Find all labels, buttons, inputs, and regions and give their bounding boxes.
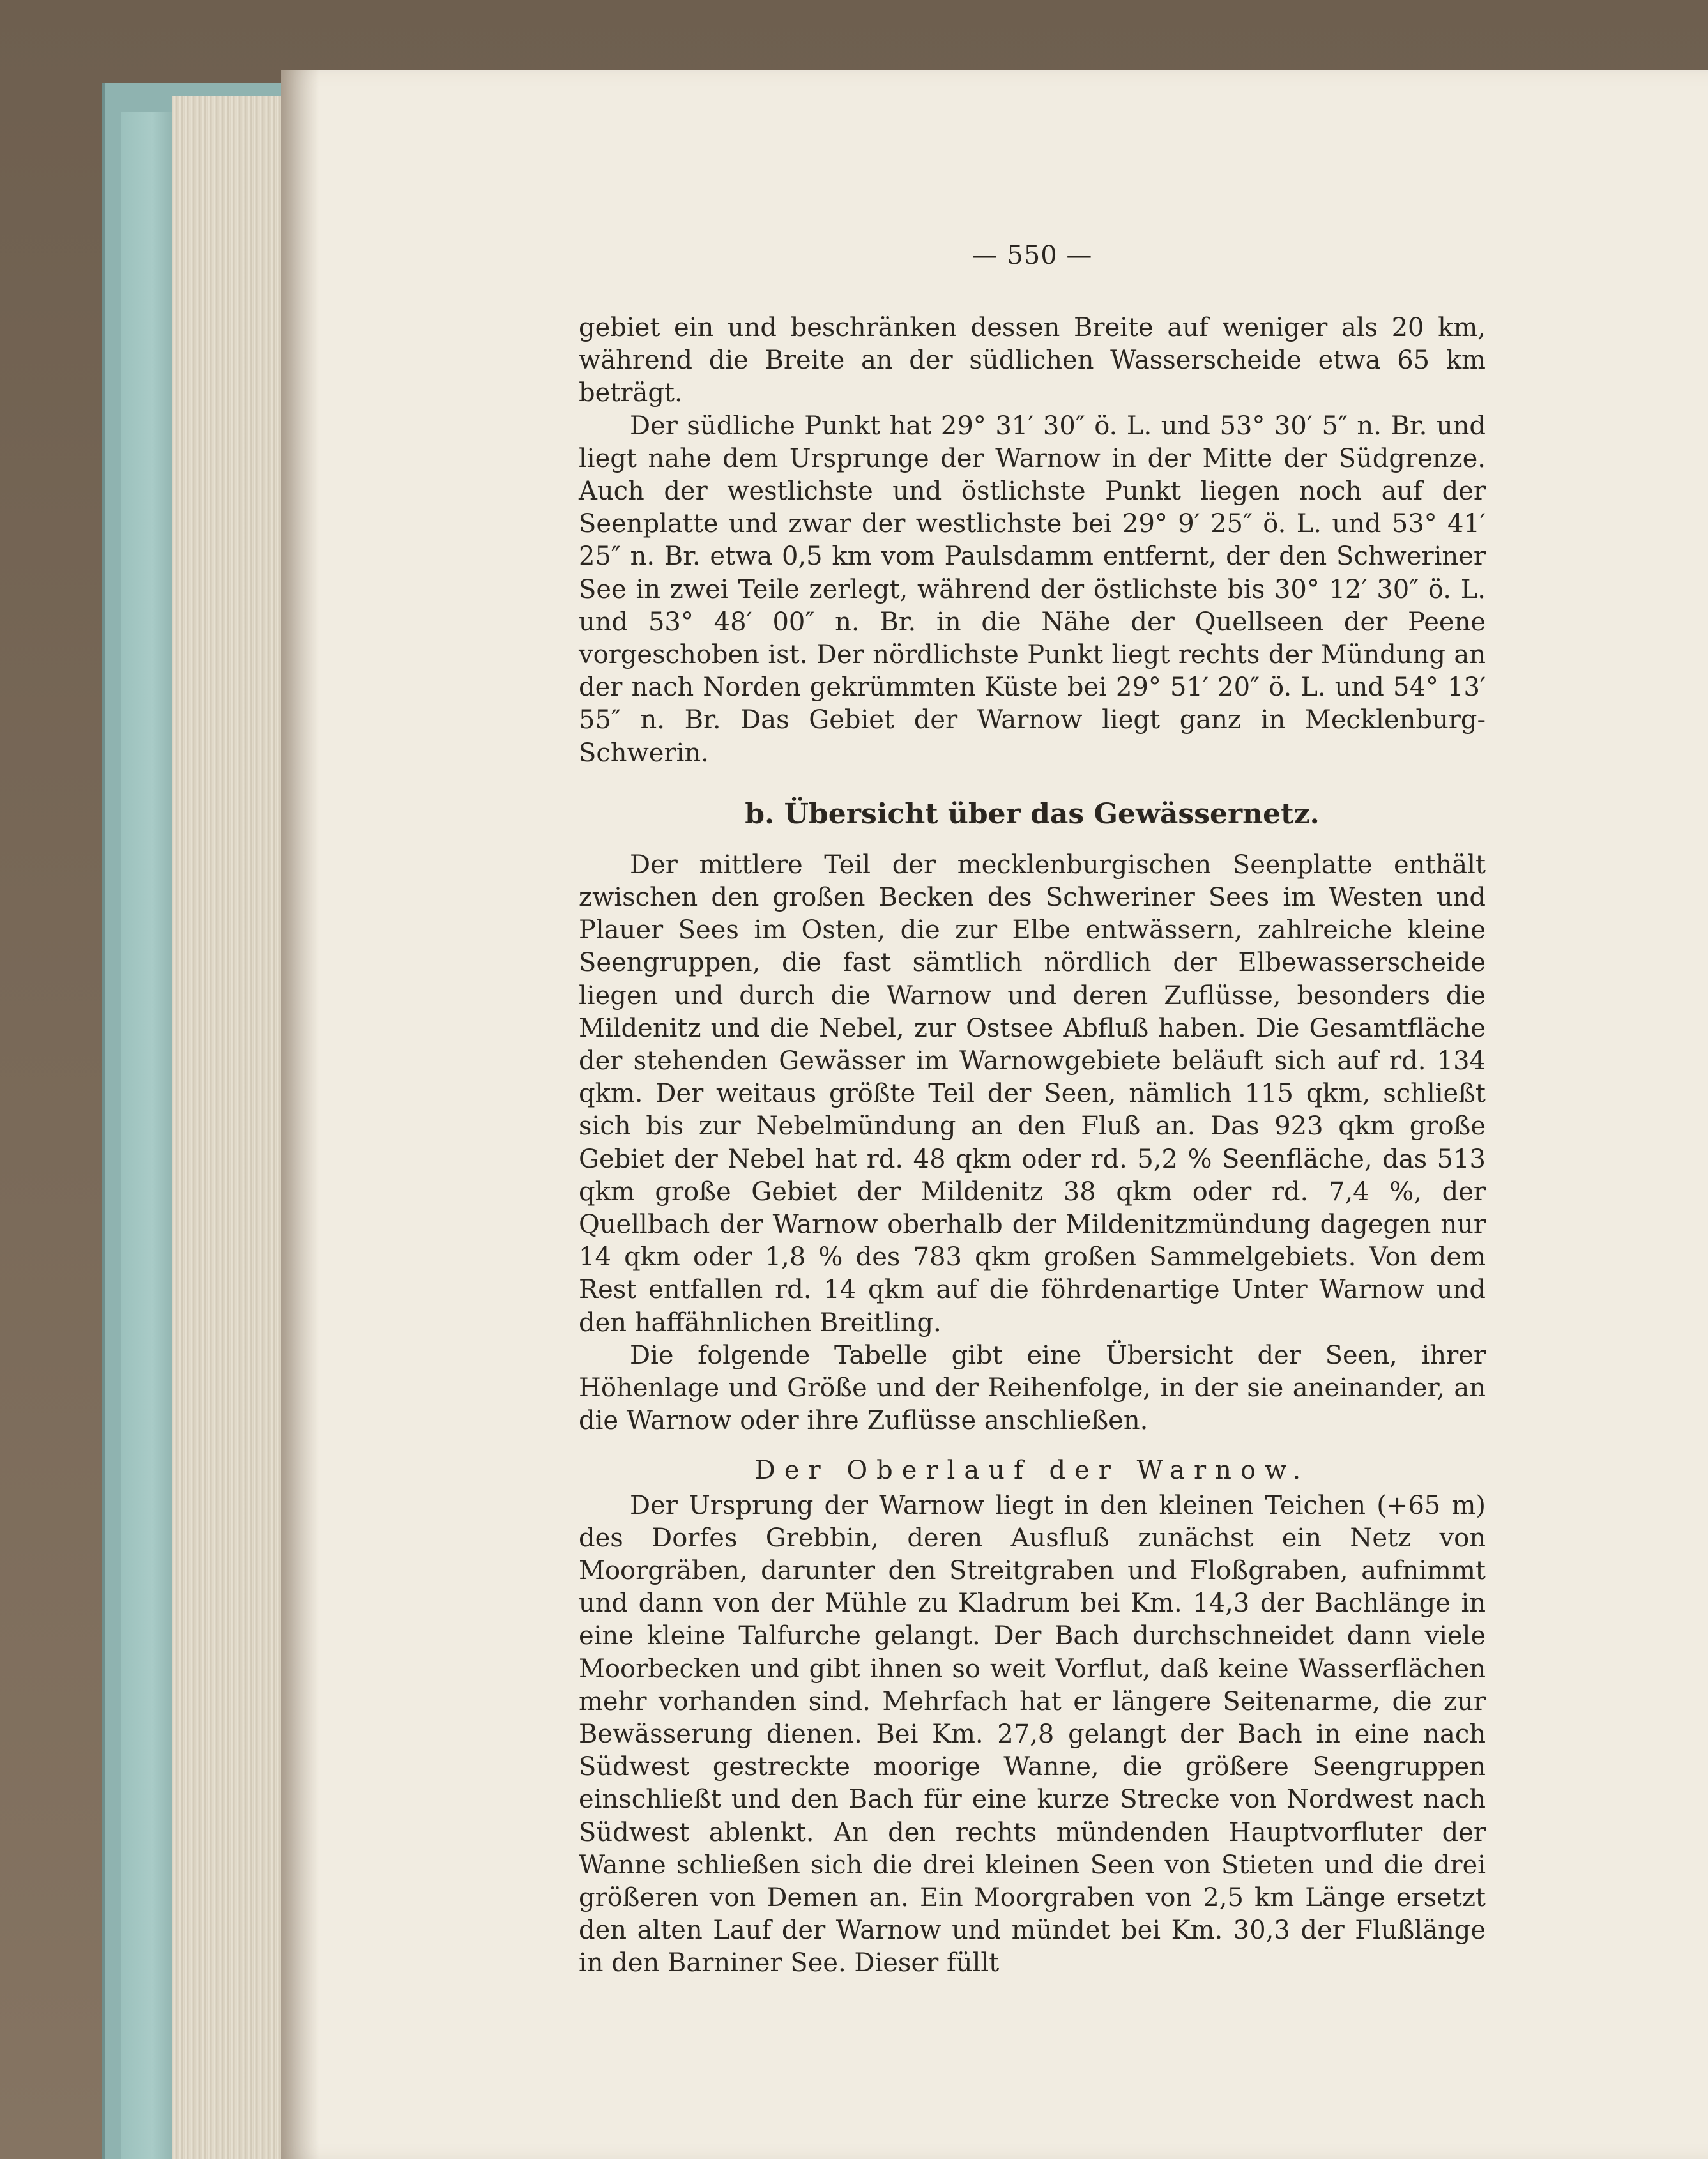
section-heading: b. Übersicht über das Gewässernetz. bbox=[745, 797, 1320, 830]
paragraph-continuation: gebiet ein und beschränken dessen Breite auf weniger als 20 km, während die Breite an der südlichen Wasserscheide etwa 65 km beträgt. bbox=[579, 313, 1486, 408]
paragraph-upper-course: Der Ursprung der Warnow liegt in den kleinen Teichen (+65 m) des Dorfes Grebbin, deren Ausfluß zunächst ein Netz von Moorgräben, darunter den Streitgraben und Floßgraben, aufnimmt und dann von der Mühle zu Kladrum bei Km. 14,3 der Bachlänge in eine kleine Talfurche gelangt. Der Bach durchschneidet dann viele Moorbecken und gibt ihnen so weit Vorflut, daß keine Wasserflächen mehr vorhanden sind. Mehrfach hat er längere Seitenarme, die zur Bewässerung dienen. Bei Km. 27,8 gelangt der Bach in eine nach Südwest gestreckte moorige Wanne, die größere Seengruppen einschließt und den Bach für eine kurze Strecke von Nordwest nach Südwest ablenkt. An den rechts mündenden Hauptvorfluter der Wanne schließen sich die drei kleinen Seen von Stieten und die drei größeren von Demen an. Ein Moorgraben von 2,5 km Länge ersetzt den alten Lauf der Warnow und mündet bei Km. 30,3 der Flußlänge in den Barniner See. Dieser füllt bbox=[579, 1490, 1486, 1978]
book-cover-edge bbox=[121, 112, 172, 2159]
page-number: — 550 — bbox=[972, 241, 1093, 270]
subsection-heading: Der Oberlauf der Warnow. bbox=[754, 1455, 1310, 1485]
paragraph-lakes-overview: Der mittlere Teil der mecklenburgischen Seenplatte enthält zwischen den großen Becken des Schweriner Sees im Westen und Plauer Sees im Osten, die zur Elbe entwässern, zahlreiche kleine Seengruppen, die fast sämtlich nördlich der Elbewasserscheide liegen und durch die Warnow und deren Zuflüsse, besonders die Mildenitz und die Nebel, zur Ostsee Abfluß haben. Die Gesamtfläche der stehenden Gewässer im Warnowgebiete beläuft sich auf rd. 134 qkm. Der weitaus größte Teil der Seen, nämlich 115 qkm, schließt sich bis zur Nebelmündung an den Fluß an. Das 923 qkm große Gebiet der Nebel hat rd. 48 qkm oder rd. 5,2 % Seenfläche, das 513 qkm große Gebiet der Mildenitz 38 qkm oder rd. 7,4 %, der Quellbach der Warnow oberhalb der Mildenitzmündung dagegen nur 14 qkm oder 1,8 % des 783 qkm großen Sammelgebiets. Von dem Rest entfallen rd. 14 qkm auf die föhrdenartige Unter Warnow und den haffähnlichen Breitling. bbox=[579, 850, 1486, 1338]
page-text bbox=[579, 236, 1486, 1980]
paragraph-boundary-points: Der südliche Punkt hat 29° 31′ 30″ ö. L. und 53° 30′ 5″ n. Br. und liegt nahe dem Ursprunge der Warnow in der Mitte der Südgrenze. Auch der westlichste und östlichste Punkt liegen noch auf der Seenplatte und zwar der westlichste bei 29° 9′ 25″ ö. L. und 53° 41′ 25″ n. Br. etwa 0,5 km vom Paulsdamm entfernt, der den Schweriner See in zwei Teile zerlegt, während der östlichste bis 30° 12′ 30″ ö. L. und 53° 48′ 00″ n. Br. in die Nähe der Quellseen der Peene vorgeschoben ist. Der nördlichste Punkt liegt rechts der Mündung an der nach Norden gekrümmten Küste bei 29° 51′ 20″ ö. L. und 54° 13′ 55″ n. Br. Das Gebiet der Warnow liegt ganz in Mecklenburg-Schwerin. bbox=[579, 411, 1486, 768]
gutter-shadow bbox=[281, 70, 319, 2159]
paragraph-table-intro: Die folgende Tabelle gibt eine Übersicht der Seen, ihrer Höhenlage und Größe und der Reihenfolge, in der sie aneinander, an die Warnow oder ihre Zuflüsse anschließen. bbox=[579, 1340, 1486, 1436]
